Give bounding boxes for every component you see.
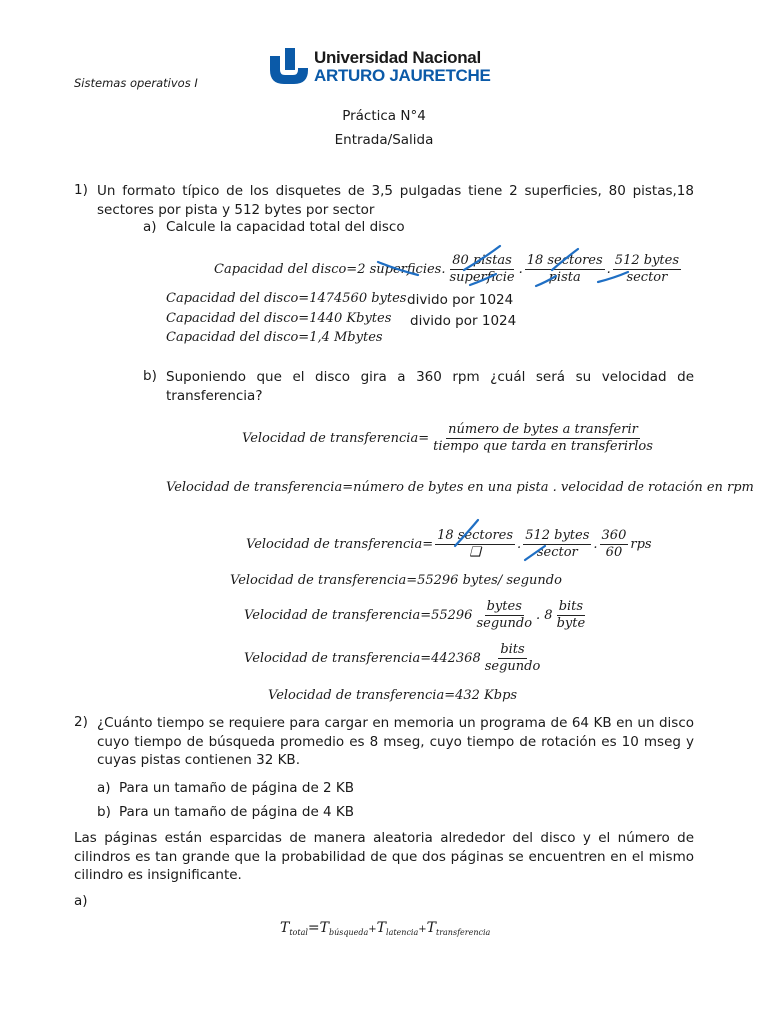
q2-note: Las páginas están esparcidas de manera aleatoria alrededor del disco y el número de cilindros es tan grande que la probabilidad de que dos páginas se encuentren en el mismo cilindro es insignificante. [74,830,694,883]
eq-velocity-2: Velocidad de transferencia=número de bytes en una pista . velocidad de rotación en rpm [166,480,754,495]
capacity-result-2: Capacidad del disco=1440 Kbytes [166,311,392,326]
q1b-text: Suponiendo que el disco gira a 360 rpm ¿cuál será su velocidad de transferencia? [166,369,694,404]
q1-number: 1) [74,182,88,198]
t-total-T: T [280,920,290,936]
t-plus-1: + [368,924,377,935]
eq-v3-f2-num: 512 bytes [525,528,590,543]
university-logo [268,46,491,88]
eq-velocity-7: Velocidad de transferencia=432 Kbps [268,688,518,703]
q1b-label: b) [143,368,157,384]
eq-v5-f1-den: segundo [476,616,533,631]
capacity-note-2: divido por 1024 [410,313,517,329]
eq-capacity-lhs: Capacidad del disco=2 superficies [214,262,442,277]
eq-cap-f3-num: 512 bytes [614,253,679,268]
eq-velocity-5 [244,599,589,632]
eq-v1-num: número de bytes a transferir [448,422,638,437]
q2b-label: b) [97,804,111,820]
q1a-label: a) [143,219,157,235]
eq-cap-f2-num: 18 sectores [526,253,603,268]
t-busq-T: T [319,920,329,936]
capacity-result-3: Capacidad del disco=1,4 Mbytes [166,330,383,345]
t-eq: = [307,920,320,936]
t-trans-sub: transferencia [436,928,491,937]
capacity-note-1: divido por 1024 [407,292,514,308]
q2a-text: Para un tamaño de página de 2 KB [119,780,355,796]
eq-v3-f1-den: ❑ [469,545,481,560]
course-name: Sistemas operativos I [74,76,198,90]
eq-v3-lhs: Velocidad de transferencia= [246,537,434,552]
logo-line2: ARTURO JAURETCHE [314,66,491,85]
eq-cap-f1-den: superficie [449,270,515,285]
q2b-text: Para un tamaño de página de 4 KB [119,804,355,820]
eq-v3-f3-num: 360 [601,528,627,543]
eq-v5-mid: . 8 [536,608,553,623]
eq-v1-lhs: Velocidad de transferencia= [242,431,430,446]
eq-v3-f3-den: 60 [605,545,623,560]
q2-text: ¿Cuánto tiempo se requiere para cargar en memoria un programa de 64 KB en un disco cuyo tiempo de búsqueda promedio es 8 mseg, cuyo tiempo de rotación es 10 mseg y cuyas pistas contienen 32 KB. [97,715,694,768]
eq-v6-f1-num: bits [500,642,525,657]
eq-velocity-4: Velocidad de transferencia=55296 bytes/ segundo [230,573,562,588]
q1-text: Un formato típico de los disquetes de 3,5 pulgadas tiene 2 superficies, 80 pistas,18 sectores por pista y 512 bytes por sector [97,183,694,218]
capacity-result-1: Capacidad del disco=1474560 bytes [166,291,407,306]
eq-velocity-1 [242,422,657,455]
t-total-sub: total [289,928,308,937]
eq-v5-lhs: Velocidad de transferencia=55296 [244,608,473,623]
eq-velocity-6 [244,642,544,675]
eq-velocity-3: Velocidad de transferencia= $\frac{\text{18 sectores}}{❑}$ . $\frac{\text{512 bytes}}{\text{sector}}$ . $\frac{360}{60}$ rps [246,528,652,560]
q1a-text: Calcule la capacidad total del disco [166,219,405,235]
logo-line1: Universidad Nacional [314,48,481,67]
eq-v5-f2-den: byte [556,616,586,631]
eq-v5-f1-num: bytes [486,599,522,614]
eq-t-total [280,920,490,937]
eq-cap-f2-den: pista [548,270,581,285]
eq-v6-lhs: Velocidad de transferencia=442368 [244,651,481,666]
t-trans-T: T [426,920,436,936]
page-subtitle: Entrada/Salida [334,132,434,148]
page-title: Práctica N°4 [342,108,426,124]
eq-v6-f1-den: segundo [484,659,541,674]
t-busq-sub: búsqueda [329,928,369,937]
q2a-label: a) [97,780,111,796]
t-plus-2: + [418,924,427,935]
eq-cap-f3-den: sector [626,270,668,285]
eq-v3-unit: rps [630,537,652,552]
eq-v3-f1-num: 18 sectores [437,528,514,543]
q2-number: 2) [74,714,88,730]
eq-capacity: Capacidad del disco=2 superficies . $\frac{\text{80 pistas}}{\text{superficie}}$ . $\frac{\text{18 sectores}}{\text{pista}}$ . $\frac{\text{512 bytes}}{\text{sector}}$ [214,253,679,285]
t-lat-T: T [376,920,387,936]
university-logo-icon [268,46,312,86]
eq-v3-f2-den: sector [536,545,578,560]
eq-cap-f1-num: 80 pistas [452,253,512,268]
t-lat-sub: latencia [386,928,419,937]
eq-v5-f2-num: bits [558,599,584,614]
q2-answer-label: a) [74,893,88,909]
eq-v1-den: tiempo que tarda en transferirlos [433,439,653,454]
